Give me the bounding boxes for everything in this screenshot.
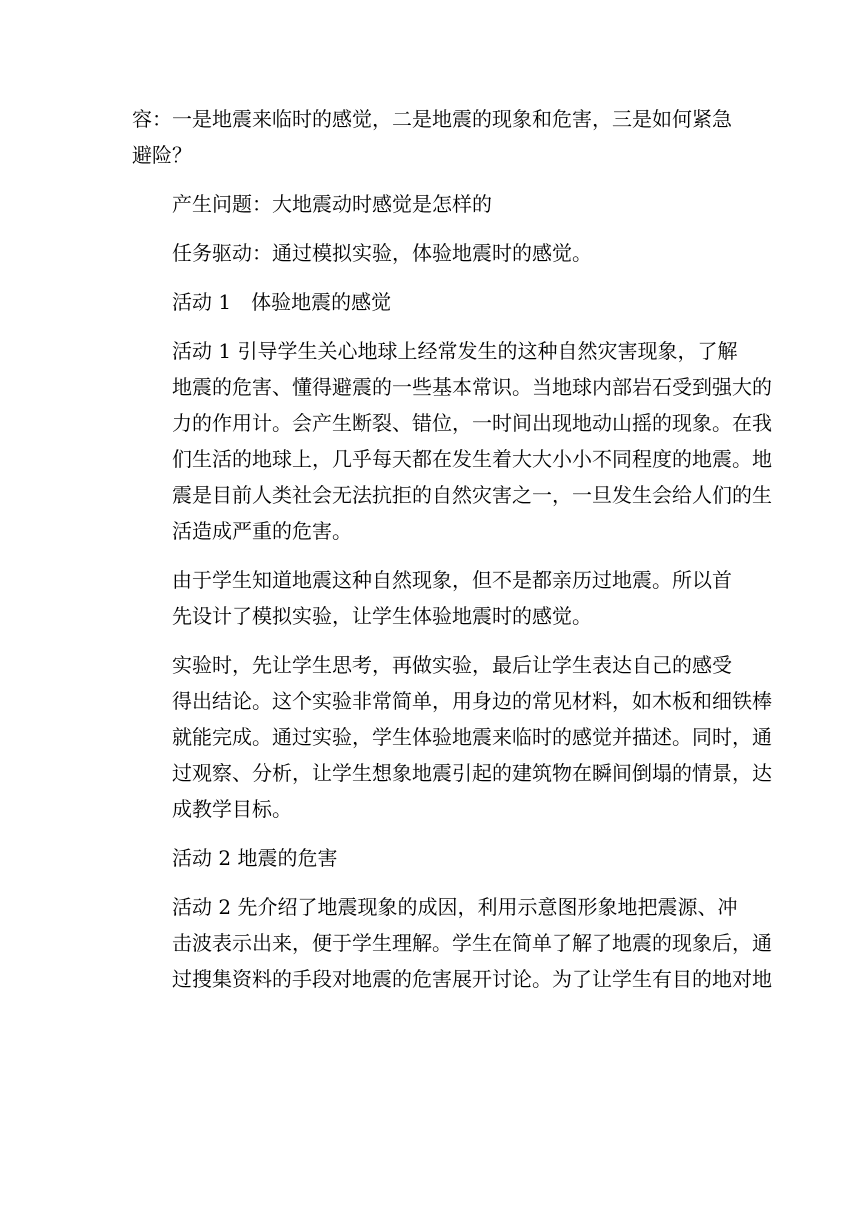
text-line: 活动 2 地震的危害 bbox=[172, 846, 338, 870]
text-line: 活造成严重的危害。 bbox=[172, 519, 352, 543]
text-line: 由于学生知道地震这种自然现象，但不是都亲历过地震。所以首 bbox=[172, 568, 732, 592]
heading-activity-1 bbox=[132, 284, 732, 320]
paragraph-activity-2 bbox=[132, 889, 772, 997]
body-text bbox=[132, 101, 772, 1010]
paragraph-experiment bbox=[132, 647, 772, 827]
text-line: 任务驱动：通过模拟实验，体验地震时的感觉。 bbox=[172, 241, 592, 265]
text-line: 就能完成。通过实验，学生体验地震来临时的感觉并描述。同时，通 bbox=[172, 725, 772, 749]
paragraph-intro-continuation bbox=[132, 101, 732, 173]
paragraph-question bbox=[132, 186, 732, 222]
text-line: 击波表示出来，便于学生理解。学生在简单了解了地震的现象后，通 bbox=[172, 931, 772, 955]
text-line: 先设计了模拟实验，让学生体验地震时的感觉。 bbox=[172, 604, 592, 628]
text-line: 避险？ bbox=[132, 143, 192, 167]
text-line: 过搜集资料的手段对地震的危害展开讨论。为了让学生有目的地对地 bbox=[172, 967, 772, 991]
heading-activity-2 bbox=[132, 840, 732, 876]
text-line: 容：一是地震来临时的感觉，二是地震的现象和危害，三是如何紧急 bbox=[132, 107, 732, 131]
text-line: 实验时，先让学生思考，再做实验，最后让学生表达自己的感受 bbox=[172, 653, 732, 677]
text-line: 过观察、分析，让学生想象地震引起的建筑物在瞬间倒塌的情景，达 bbox=[172, 761, 772, 785]
paragraph-activity-1 bbox=[132, 333, 772, 549]
text-line: 地震的危害、懂得避震的一些基本常识。当地球内部岩石受到强大的 bbox=[172, 375, 772, 399]
text-line: 活动 2 先介绍了地震现象的成因，利用示意图形象地把震源、冲 bbox=[172, 895, 738, 919]
text-line: 活动 1 引导学生关心地球上经常发生的这种自然灾害现象，了解 bbox=[172, 339, 738, 363]
text-line: 震是目前人类社会无法抗拒的自然灾害之一，一旦发生会给人们的生 bbox=[172, 483, 772, 507]
paragraph-task bbox=[132, 235, 732, 271]
text-line: 力的作用计。会产生断裂、错位，一时间出现地动山摇的现象。在我 bbox=[172, 411, 772, 435]
text-line: 们生活的地球上，几乎每天都在发生着大大小小不同程度的地震。地 bbox=[172, 447, 772, 471]
paragraph-simulation bbox=[132, 562, 732, 634]
text-line: 成教学目标。 bbox=[172, 797, 292, 821]
text-line: 活动 1 体验地震的感觉 bbox=[172, 290, 392, 314]
text-line: 得出结论。这个实验非常简单，用身边的常见材料，如木板和细铁棒 bbox=[172, 689, 772, 713]
text-line: 产生问题：大地震动时感觉是怎样的 bbox=[172, 192, 492, 216]
